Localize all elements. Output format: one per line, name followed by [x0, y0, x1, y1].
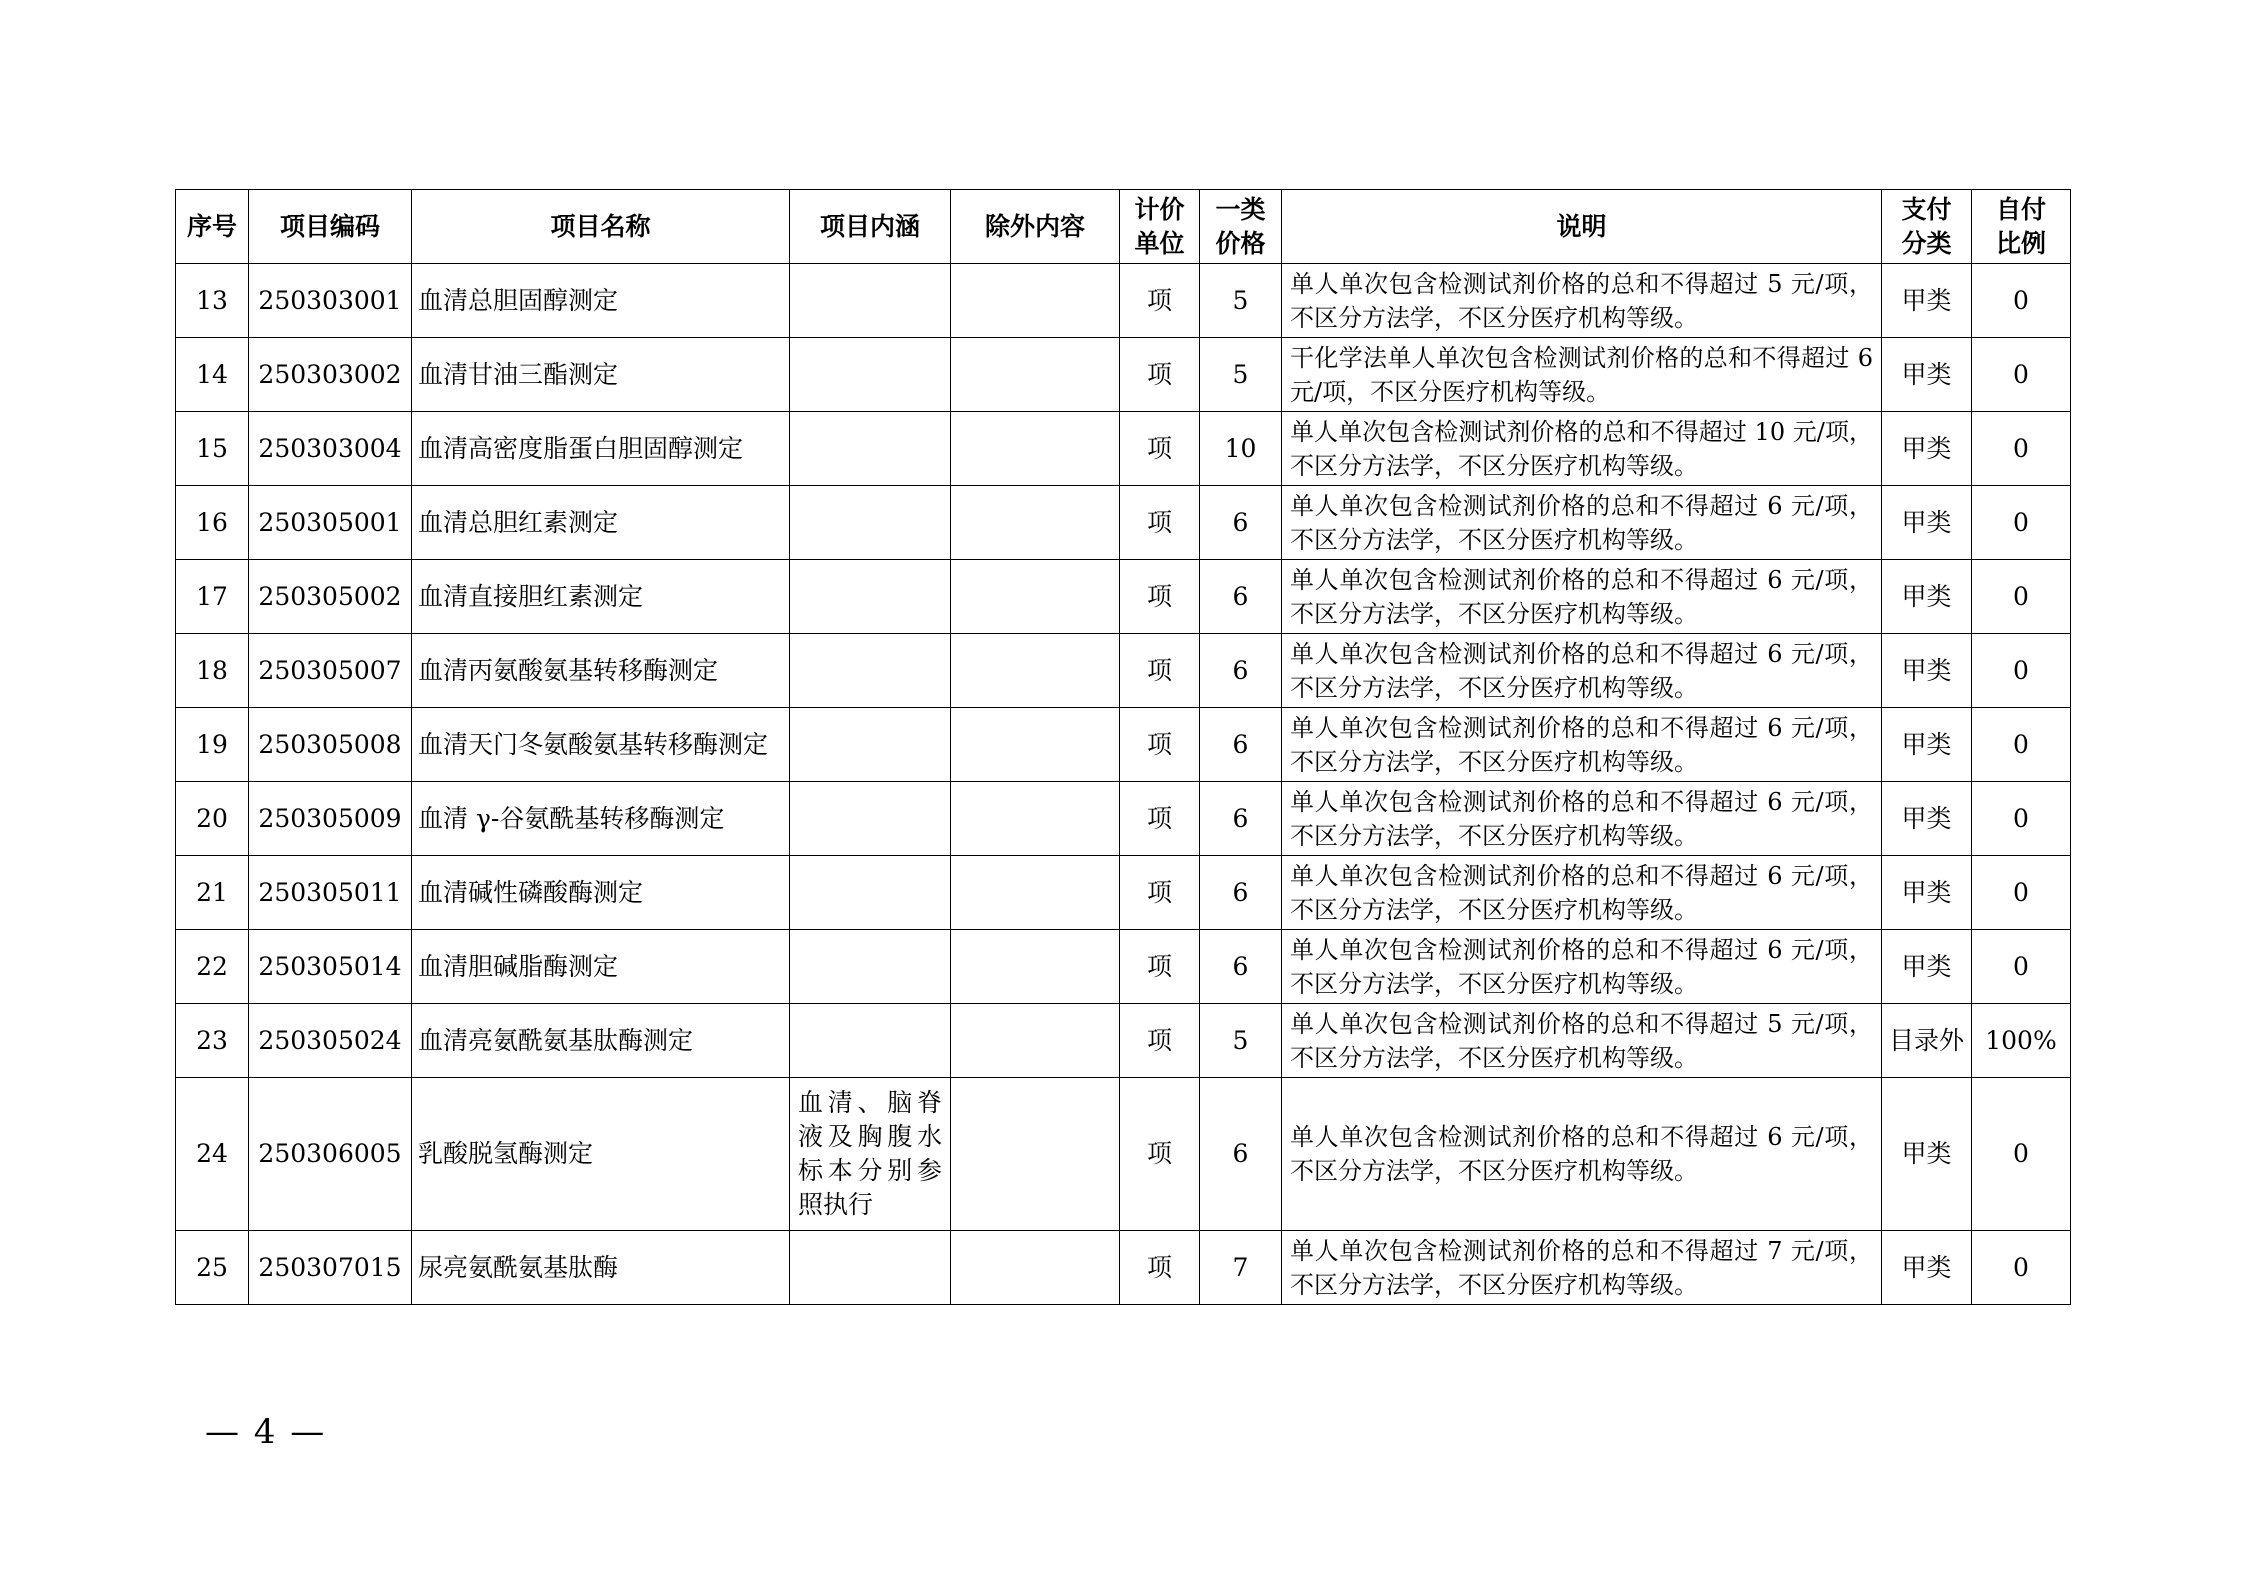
- table-row: [176, 856, 2071, 930]
- table-row: [176, 1004, 2071, 1078]
- header-unit-line2: 单位: [1134, 228, 1185, 258]
- cell-note: 单人单次包含检测试剂价格的总和不得超过 5 元/项，不区分方法学，不区分医疗机构等级。: [1282, 264, 1882, 338]
- cell-note: 单人单次包含检测试剂价格的总和不得超过 6 元/项，不区分方法学，不区分医疗机构等级。: [1282, 708, 1882, 782]
- cell-price: 5: [1200, 1004, 1282, 1078]
- cell-exclusion: [951, 338, 1120, 412]
- cell-name: 血清直接胆红素测定: [412, 560, 790, 634]
- header-row: [176, 190, 2071, 264]
- header-scope: 项目内涵: [790, 190, 951, 264]
- cell-unit: 项: [1120, 486, 1200, 560]
- header-pay-line1: 支付: [1901, 194, 1952, 224]
- cell-scope: [790, 782, 951, 856]
- cell-scope: [790, 264, 951, 338]
- cell-exclusion: [951, 1004, 1120, 1078]
- header-price: [1200, 190, 1282, 264]
- table-row: [176, 708, 2071, 782]
- cell-note: 单人单次包含检测试剂价格的总和不得超过 6 元/项，不区分方法学，不区分医疗机构等级。: [1282, 1078, 1882, 1231]
- cell-scope: [790, 412, 951, 486]
- cell-code: 250305007: [249, 634, 412, 708]
- cell-unit: 项: [1120, 634, 1200, 708]
- price-table: [175, 189, 2071, 1305]
- cell-seq: 21: [176, 856, 249, 930]
- cell-scope: [790, 338, 951, 412]
- header-unit-line1: 计价: [1134, 194, 1185, 224]
- cell-pay: 甲类: [1882, 856, 1972, 930]
- cell-price: 7: [1200, 1231, 1282, 1305]
- cell-self: 0: [1972, 486, 2071, 560]
- table-row: [176, 338, 2071, 412]
- cell-price: 5: [1200, 264, 1282, 338]
- cell-exclusion: [951, 560, 1120, 634]
- cell-name: 血清丙氨酸氨基转移酶测定: [412, 634, 790, 708]
- cell-pay: 甲类: [1882, 264, 1972, 338]
- cell-self: 0: [1972, 338, 2071, 412]
- cell-price: 6: [1200, 560, 1282, 634]
- cell-exclusion: [951, 486, 1120, 560]
- cell-seq: 13: [176, 264, 249, 338]
- cell-note: 单人单次包含检测试剂价格的总和不得超过 7 元/项，不区分方法学，不区分医疗机构等级。: [1282, 1231, 1882, 1305]
- cell-code: 250305014: [249, 930, 412, 1004]
- cell-exclusion: [951, 1078, 1120, 1231]
- cell-name: 血清天门冬氨酸氨基转移酶测定: [412, 708, 790, 782]
- header-code: 项目编码: [249, 190, 412, 264]
- page-number: — 4 —: [205, 1412, 327, 1452]
- cell-unit: 项: [1120, 930, 1200, 1004]
- cell-pay: 甲类: [1882, 412, 1972, 486]
- cell-pay: 甲类: [1882, 486, 1972, 560]
- cell-price: 6: [1200, 1078, 1282, 1231]
- cell-note: 单人单次包含检测试剂价格的总和不得超过 6 元/项，不区分方法学，不区分医疗机构等级。: [1282, 560, 1882, 634]
- cell-pay: 甲类: [1882, 560, 1972, 634]
- cell-self: 0: [1972, 634, 2071, 708]
- header-pay-line2: 分类: [1901, 228, 1952, 258]
- cell-name: 血清总胆红素测定: [412, 486, 790, 560]
- cell-unit: 项: [1120, 338, 1200, 412]
- cell-seq: 22: [176, 930, 249, 1004]
- cell-note: 单人单次包含检测试剂价格的总和不得超过 6 元/项，不区分方法学，不区分医疗机构等级。: [1282, 856, 1882, 930]
- cell-unit: 项: [1120, 708, 1200, 782]
- cell-scope: 血清、脑脊液及胸腹水标本分别参照执行: [790, 1078, 951, 1231]
- cell-name: 血清高密度脂蛋白胆固醇测定: [412, 412, 790, 486]
- table-row: [176, 412, 2071, 486]
- cell-seq: 23: [176, 1004, 249, 1078]
- cell-seq: 20: [176, 782, 249, 856]
- cell-seq: 15: [176, 412, 249, 486]
- cell-self: 0: [1972, 264, 2071, 338]
- cell-pay: 甲类: [1882, 1078, 1972, 1231]
- cell-scope: [790, 856, 951, 930]
- cell-code: 250303001: [249, 264, 412, 338]
- cell-price: 6: [1200, 486, 1282, 560]
- header-exclusion: 除外内容: [951, 190, 1120, 264]
- cell-price: 6: [1200, 708, 1282, 782]
- cell-scope: [790, 486, 951, 560]
- cell-unit: 项: [1120, 560, 1200, 634]
- cell-note: 单人单次包含检测试剂价格的总和不得超过 10 元/项，不区分方法学，不区分医疗机构等级。: [1282, 412, 1882, 486]
- cell-seq: 19: [176, 708, 249, 782]
- cell-code: 250303004: [249, 412, 412, 486]
- cell-scope: [790, 634, 951, 708]
- table-row: [176, 782, 2071, 856]
- cell-seq: 17: [176, 560, 249, 634]
- cell-exclusion: [951, 782, 1120, 856]
- table-row: [176, 560, 2071, 634]
- cell-scope: [790, 1004, 951, 1078]
- cell-code: 250305024: [249, 1004, 412, 1078]
- header-self-line2: 比例: [1995, 228, 2046, 258]
- cell-exclusion: [951, 1231, 1120, 1305]
- header-note: 说明: [1282, 190, 1882, 264]
- cell-exclusion: [951, 708, 1120, 782]
- cell-note: 单人单次包含检测试剂价格的总和不得超过 6 元/项，不区分方法学，不区分医疗机构等级。: [1282, 634, 1882, 708]
- cell-exclusion: [951, 412, 1120, 486]
- cell-self: 0: [1972, 1231, 2071, 1305]
- cell-exclusion: [951, 856, 1120, 930]
- cell-code: 250305002: [249, 560, 412, 634]
- cell-self: 0: [1972, 412, 2071, 486]
- cell-seq: 14: [176, 338, 249, 412]
- cell-scope: [790, 1231, 951, 1305]
- header-unit: [1120, 190, 1200, 264]
- cell-pay: 甲类: [1882, 708, 1972, 782]
- cell-note: 干化学法单人单次包含检测试剂价格的总和不得超过 6 元/项，不区分医疗机构等级。: [1282, 338, 1882, 412]
- cell-name: 血清总胆固醇测定: [412, 264, 790, 338]
- header-self: [1972, 190, 2071, 264]
- cell-self: 100%: [1972, 1004, 2071, 1078]
- cell-seq: 16: [176, 486, 249, 560]
- cell-code: 250307015: [249, 1231, 412, 1305]
- cell-pay: 甲类: [1882, 1231, 1972, 1305]
- cell-pay: 甲类: [1882, 782, 1972, 856]
- cell-self: 0: [1972, 708, 2071, 782]
- cell-seq: 24: [176, 1078, 249, 1231]
- cell-exclusion: [951, 930, 1120, 1004]
- cell-name: 血清 γ-谷氨酰基转移酶测定: [412, 782, 790, 856]
- cell-self: 0: [1972, 1078, 2071, 1231]
- table-row: [176, 1231, 2071, 1305]
- cell-self: 0: [1972, 560, 2071, 634]
- header-name: 项目名称: [412, 190, 790, 264]
- cell-self: 0: [1972, 930, 2071, 1004]
- cell-code: 250306005: [249, 1078, 412, 1231]
- cell-note: 单人单次包含检测试剂价格的总和不得超过 6 元/项，不区分方法学，不区分医疗机构等级。: [1282, 782, 1882, 856]
- cell-self: 0: [1972, 856, 2071, 930]
- cell-price: 5: [1200, 338, 1282, 412]
- table-row: [176, 634, 2071, 708]
- cell-code: 250303002: [249, 338, 412, 412]
- cell-price: 10: [1200, 412, 1282, 486]
- cell-code: 250305011: [249, 856, 412, 930]
- cell-scope: [790, 560, 951, 634]
- cell-code: 250305009: [249, 782, 412, 856]
- cell-unit: 项: [1120, 1078, 1200, 1231]
- header-pay: [1882, 190, 1972, 264]
- cell-unit: 项: [1120, 856, 1200, 930]
- cell-name: 尿亮氨酰氨基肽酶: [412, 1231, 790, 1305]
- cell-seq: 18: [176, 634, 249, 708]
- cell-name: 血清碱性磷酸酶测定: [412, 856, 790, 930]
- cell-unit: 项: [1120, 412, 1200, 486]
- cell-self: 0: [1972, 782, 2071, 856]
- cell-pay: 甲类: [1882, 338, 1972, 412]
- table-row: [176, 264, 2071, 338]
- cell-code: 250305008: [249, 708, 412, 782]
- table-row: [176, 486, 2071, 560]
- table-row: [176, 930, 2071, 1004]
- cell-scope: [790, 708, 951, 782]
- cell-pay: 甲类: [1882, 634, 1972, 708]
- cell-exclusion: [951, 634, 1120, 708]
- cell-name: 血清胆碱脂酶测定: [412, 930, 790, 1004]
- cell-pay: 目录外: [1882, 1004, 1972, 1078]
- header-price-line1: 一类: [1215, 194, 1266, 224]
- header-price-line2: 价格: [1215, 228, 1266, 258]
- cell-note: 单人单次包含检测试剂价格的总和不得超过 5 元/项，不区分方法学，不区分医疗机构等级。: [1282, 1004, 1882, 1078]
- cell-price: 6: [1200, 634, 1282, 708]
- cell-unit: 项: [1120, 264, 1200, 338]
- cell-unit: 项: [1120, 1004, 1200, 1078]
- header-seq: 序号: [176, 190, 249, 264]
- cell-pay: 甲类: [1882, 930, 1972, 1004]
- table-row: [176, 1078, 2071, 1231]
- cell-unit: 项: [1120, 1231, 1200, 1305]
- cell-price: 6: [1200, 930, 1282, 1004]
- cell-scope: [790, 930, 951, 1004]
- cell-name: 血清甘油三酯测定: [412, 338, 790, 412]
- cell-unit: 项: [1120, 782, 1200, 856]
- cell-price: 6: [1200, 856, 1282, 930]
- cell-seq: 25: [176, 1231, 249, 1305]
- cell-name: 乳酸脱氢酶测定: [412, 1078, 790, 1231]
- header-self-line1: 自付: [1995, 194, 2046, 224]
- cell-price: 6: [1200, 782, 1282, 856]
- cell-note: 单人单次包含检测试剂价格的总和不得超过 6 元/项，不区分方法学，不区分医疗机构等级。: [1282, 486, 1882, 560]
- cell-exclusion: [951, 264, 1120, 338]
- cell-code: 250305001: [249, 486, 412, 560]
- cell-name: 血清亮氨酰氨基肽酶测定: [412, 1004, 790, 1078]
- cell-note: 单人单次包含检测试剂价格的总和不得超过 6 元/项，不区分方法学，不区分医疗机构等级。: [1282, 930, 1882, 1004]
